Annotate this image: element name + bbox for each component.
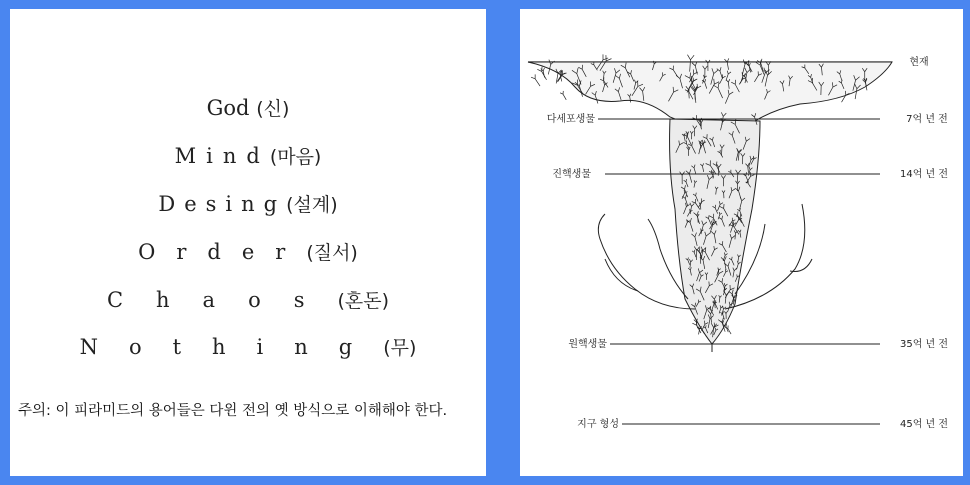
- branch-mark: [531, 74, 540, 86]
- level-korean: (마음): [269, 146, 322, 168]
- label-prokaryote: 원핵생물: [568, 339, 607, 350]
- side-branch: [605, 259, 638, 291]
- trunk-shape: [670, 119, 760, 344]
- branch-mark: [560, 91, 566, 100]
- pyramid-level-nothing: [10, 334, 486, 360]
- label-1400m: 14억 년 전: [899, 169, 949, 180]
- level-english: Chaos: [106, 288, 338, 312]
- pyramid-note: 주의: 이 피라미드의 용어들은 다윈 전의 옛 방식으로 이해해야 한다.: [18, 403, 448, 419]
- level-english: Desing: [158, 192, 287, 216]
- level-korean: (혼돈): [337, 290, 390, 312]
- label-4500m: 45억 년 전: [899, 419, 949, 430]
- level-english: God: [206, 96, 250, 120]
- label-earth-formation: 지구 형성: [577, 419, 619, 430]
- level-korean: (신): [256, 98, 290, 120]
- side-branch: [790, 259, 812, 272]
- pyramid-level-god: [10, 95, 486, 121]
- label-700m: 7억 년 전: [906, 114, 948, 125]
- level-korean: (무): [383, 337, 417, 359]
- level-korean: (질서): [306, 242, 358, 264]
- level-english: Order: [138, 240, 307, 264]
- pyramid-level-chaos: [10, 287, 486, 313]
- pyramid-level-design: [10, 191, 486, 217]
- evolution-tree-diagram: [520, 9, 963, 476]
- branch-mark: [537, 67, 546, 80]
- label-3500m: 35억 년 전: [899, 339, 949, 350]
- label-present: 현재: [909, 57, 929, 68]
- pyramid-panel: [10, 9, 486, 476]
- level-korean: (설계): [286, 194, 338, 216]
- pyramid-level-order: [10, 239, 486, 265]
- level-english: Nothing: [79, 335, 384, 359]
- label-eukaryote: 진핵생물: [552, 169, 591, 180]
- level-english: Mind: [174, 144, 270, 168]
- pyramid-level-mind: [10, 143, 486, 169]
- tree-of-life-panel: [520, 9, 963, 476]
- label-multicellular: 다세포생물: [546, 114, 595, 125]
